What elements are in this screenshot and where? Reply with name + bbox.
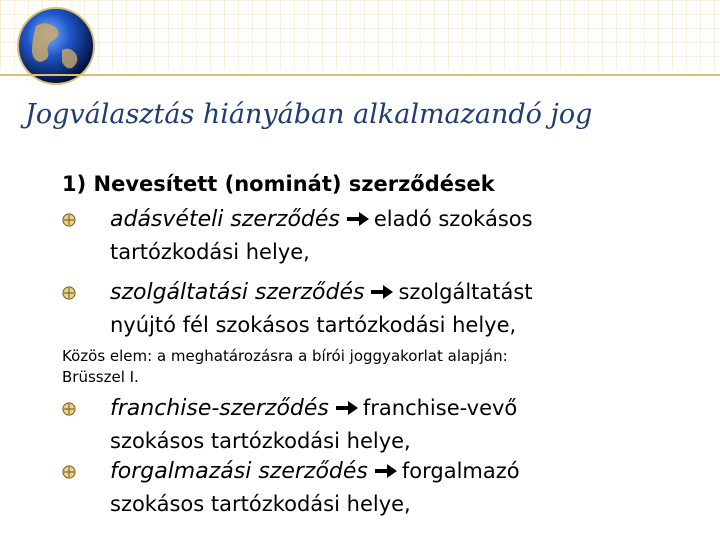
applicable-law-party: forgalmazó [401, 459, 520, 483]
circle-cross-bullet-icon [62, 213, 76, 227]
note-line: Brüsszel I. [62, 368, 139, 386]
header-divider [0, 74, 720, 76]
circle-cross-bullet-icon [62, 465, 76, 479]
item-continuation: tartózkodási helye, [110, 240, 310, 264]
right-arrow-icon [374, 463, 398, 479]
contract-type: adásvételi szerződés [110, 207, 340, 232]
item-continuation: szokásos tartózkodási helye, [110, 492, 411, 516]
page-title: Jogválasztás hiányában alkalmazandó jog [25, 99, 593, 130]
contract-type: franchise-szerződés [110, 396, 329, 421]
header-band [0, 0, 720, 70]
applicable-law-party: eladó szokásos [373, 207, 533, 231]
right-arrow-icon [346, 211, 370, 227]
section-heading: 1) Nevesített (nominát) szerződések [62, 172, 495, 196]
contract-type: szolgáltatási szerződés [110, 280, 365, 305]
circle-cross-bullet-icon [62, 286, 76, 300]
item-continuation: szokásos tartózkodási helye, [110, 429, 411, 453]
contract-type: forgalmazási szerződés [110, 459, 368, 484]
applicable-law-party: franchise-vevő [362, 396, 518, 420]
right-arrow-icon [370, 284, 394, 300]
note-block [62, 346, 508, 388]
applicable-law-party: szolgáltatást [398, 280, 533, 304]
note-line: Közös elem: a meghatározásra a bírói joggyakorlat alapján: [62, 347, 508, 365]
right-arrow-icon [335, 400, 359, 416]
circle-cross-bullet-icon [62, 402, 76, 416]
item-continuation: nyújtó fél szokásos tartózkodási helye, [110, 313, 517, 337]
